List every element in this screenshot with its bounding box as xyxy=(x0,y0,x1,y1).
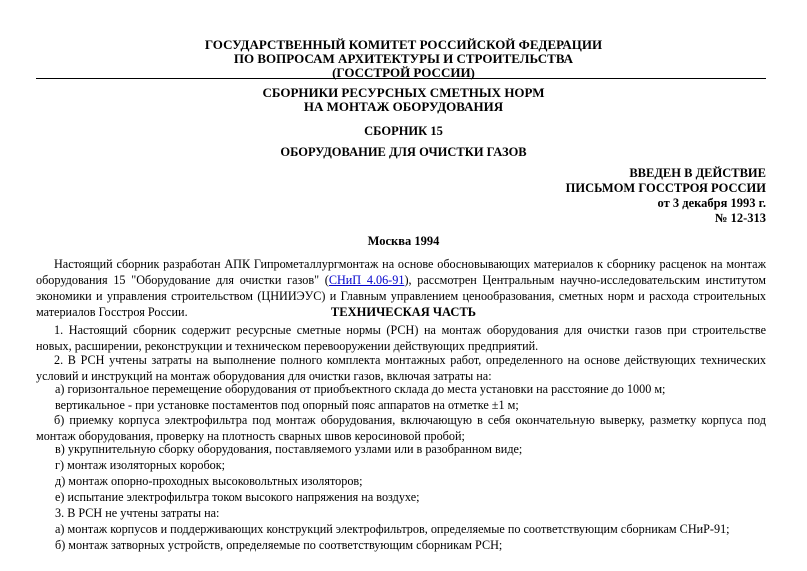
snip-link[interactable]: СНиП 4.06-91 xyxy=(328,273,405,287)
collection-subject: ОБОРУДОВАНИЕ ДЛЯ ОЧИСТКИ ГАЗОВ xyxy=(280,145,527,159)
item-d: д) монтаж опорно-проходных высоковольтных изоляторов; xyxy=(55,474,363,488)
enacted-line-4: № 12-313 xyxy=(714,211,766,225)
enacted-line-2: ПИСЬМОМ ГОССТРОЯ РОССИИ xyxy=(565,181,766,195)
header-divider xyxy=(36,78,766,79)
collection-number: СБОРНИК 15 xyxy=(364,124,443,138)
collection-title-1: СБОРНИКИ РЕСУРСНЫХ СМЕТНЫХ НОРМ xyxy=(262,85,545,100)
header-line-3: (ГОССТРОЙ РОССИИ) xyxy=(332,65,475,80)
preface-text-before: Настоящий сборник разработан АПК Гипрометаллургмонтаж на основе обосновывающих материалов к сборнику расценок на монтаж оборудования 15 "Оборудование для очистки газов" ( xyxy=(36,257,766,287)
item-v: в) укрупнительную сборку оборудования, поставляемого узлами или в разобранном виде; xyxy=(55,442,523,456)
paragraph-1: 1. Настоящий сборник содержит ресурсные сметные нормы (РСН) на монтаж оборудования для очистки газов при строительстве новых, расширении, реконструкции и техническом перевооружении действующих предприятий. xyxy=(36,323,766,353)
paragraph-2: 2. В РСН учтены затраты на выполнение полного комплекта монтажных работ, определенного на основе действующих технических условий и инструкций на монтаж оборудования для очистки газов, включая затраты на: xyxy=(36,353,766,383)
preface-text-after: ), рассмотрен Центральным научно-исследовательским институтом экономики и управления строительством (ЦНИИЭУС) и Главным управлением ценообразования, сметных норм и расхода строительных материалов Госстроя России. xyxy=(36,273,766,319)
item-e: е) испытание электрофильтра током высокого напряжения на воздухе; xyxy=(55,490,420,504)
item-vertical: вертикальное - при установке постаментов под опорный пояс аппаратов на отметке ±1 м; xyxy=(55,398,519,412)
item-a: а) горизонтальное перемещение оборудования от приобъектного склада до места установки на расстояние до 1000 м; xyxy=(55,382,666,396)
section-title: ТЕХНИЧЕСКАЯ ЧАСТЬ xyxy=(330,305,477,319)
item-g: г) монтаж изоляторных коробок; xyxy=(55,458,226,472)
paragraph-3-b: б) монтаж затворных устройств, определяемые по соответствующим сборникам РСН; xyxy=(55,538,503,552)
enacted-line-3: от 3 декабря 1993 г. xyxy=(657,196,766,210)
paragraph-3-a: а) монтаж корпусов и поддерживающих конструкций электрофильтров, определяемые по соответствующим сборникам СНиР-91; xyxy=(55,522,730,536)
collection-title-2: НА МОНТАЖ ОБОРУДОВАНИЯ xyxy=(303,99,504,114)
enacted-line-1: ВВЕДЕН В ДЕЙСТВИЕ xyxy=(629,166,766,180)
paragraph-3: 3. В РСН не учтены затраты на: xyxy=(55,506,220,520)
place-year: Москва 1994 xyxy=(367,234,440,248)
item-b: б) приемку корпуса электрофильтра под монтаж оборудования, включающую в себя окончательную выверку, разметку корпуса под монтаж оборудования, проверку на плотность сварных швов керосиновой пробой; xyxy=(36,413,766,443)
header-line-2: ПО ВОПРОСАМ АРХИТЕКТУРЫ И СТРОИТЕЛЬСТВА xyxy=(233,51,574,66)
header-line-1: ГОСУДАРСТВЕННЫЙ КОМИТЕТ РОССИЙСКОЙ ФЕДЕРАЦИИ xyxy=(204,37,603,52)
